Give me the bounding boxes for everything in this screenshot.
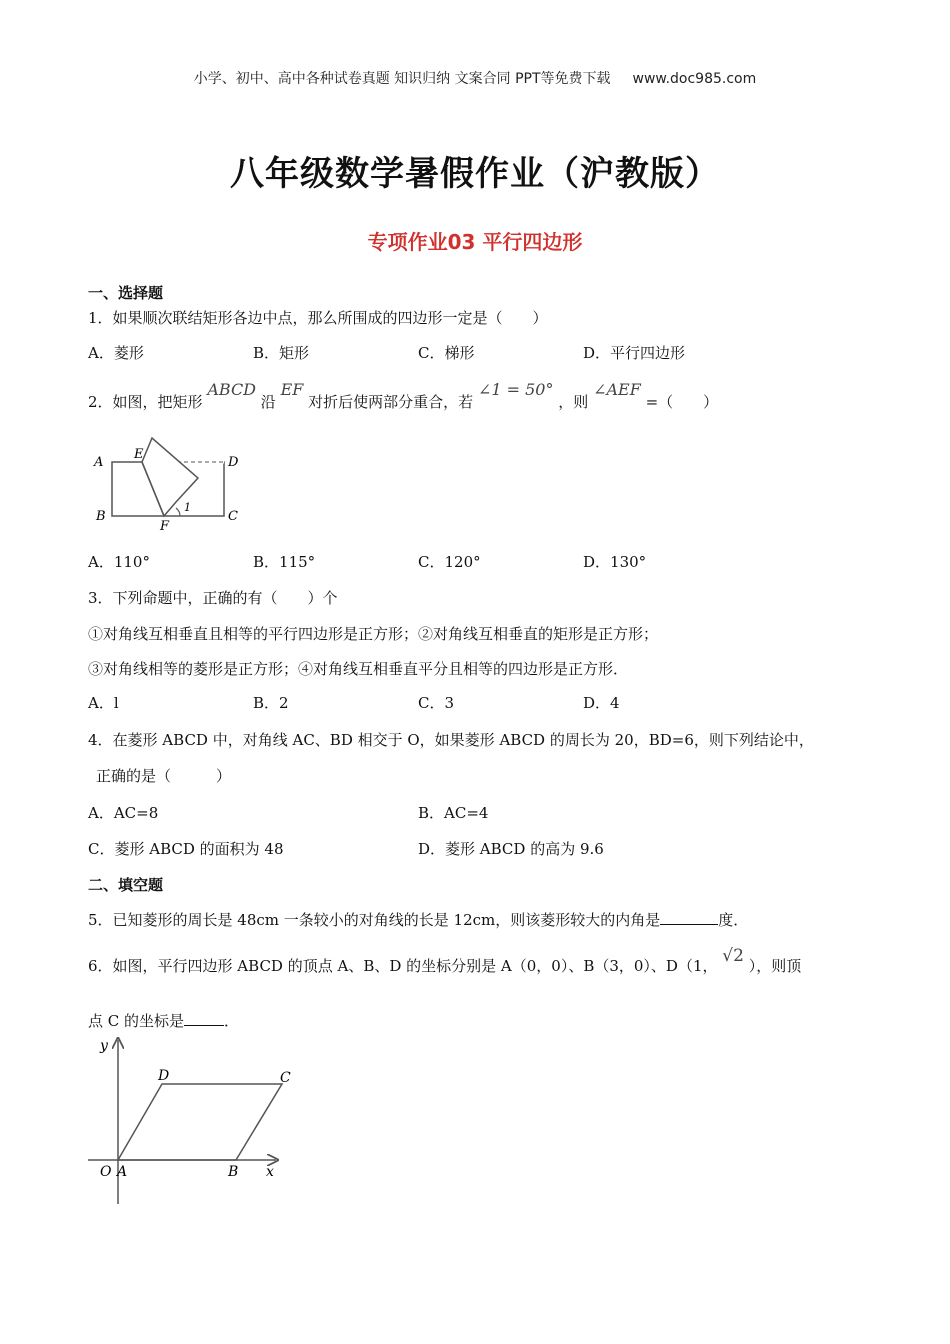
label-b: B	[228, 1164, 239, 1180]
q6-math-sqrt2: √2	[722, 946, 744, 966]
q5-answer-blank[interactable]	[660, 910, 718, 925]
q6-text-3: 点 C 的坐标是	[88, 1012, 185, 1030]
page-subtitle: 专项作业03 平行四边形	[367, 230, 583, 254]
label-d: D	[158, 1068, 170, 1084]
q2-figure	[90, 432, 250, 532]
q6-answer-blank[interactable]	[184, 1011, 224, 1026]
q2-text-4: ，则	[558, 393, 589, 411]
q2-text-1: 2．如图，把矩形	[88, 393, 203, 411]
q3-option-a: A．l	[88, 694, 119, 712]
q3-option-b: B．2	[253, 694, 289, 712]
q6-text-4: ．	[224, 1012, 240, 1030]
q4-option-d: D．菱形 ABCD 的高为 9.6	[418, 840, 604, 858]
q6-figure	[84, 1034, 294, 1210]
label-c: C	[228, 509, 238, 524]
q2-math-abcd: ABCD	[207, 380, 257, 399]
q2-option-d: D．130°	[583, 553, 647, 571]
q2-option-a: A．110°	[88, 553, 150, 571]
q6-text-1: 6．如图，平行四边形 ABCD 的顶点 A、B、D 的坐标分别是 A（0，0）、B（3，0）、D（1，	[88, 957, 718, 975]
label-x: x	[266, 1164, 274, 1180]
page-title: 八年级数学暑假作业（沪教版）	[230, 154, 720, 194]
q1-option-d: D．平行四边形	[583, 344, 686, 362]
q5-stem	[88, 909, 748, 930]
q1-option-c: C．梯形	[418, 344, 475, 362]
q1-option-b: B．矩形	[253, 344, 310, 362]
header-text: 小学、初中、高中各种试卷真题 知识归纳 文案合同 PPT等免费下载	[193, 71, 611, 87]
label-angle-1: 1	[184, 501, 191, 514]
label-y: y	[100, 1038, 108, 1054]
label-d: D	[228, 455, 239, 470]
q3-option-d: D．4	[583, 694, 620, 712]
label-c: C	[280, 1070, 291, 1086]
angle-1-arc	[176, 508, 180, 516]
q6-text-2: ），则顶	[748, 957, 802, 975]
page-header	[0, 68, 950, 88]
q6-line-2	[88, 1010, 239, 1031]
q2-math-aef: ∠AEF	[593, 380, 641, 399]
q1-stem: 1．如果顺次联结矩形各边中点，那么所围成的四边形一定是（ ）	[88, 309, 548, 327]
q2-text-5: =（ ）	[645, 393, 719, 411]
label-b: B	[96, 509, 106, 524]
q5-text-1: 5．已知菱形的周长是 48cm 一条较小的对角线的长是 12cm，则该菱形较大的内角是	[88, 911, 661, 929]
q4-option-b: B．AC=4	[418, 804, 489, 822]
q3-line-1: ①对角线互相垂直且相等的平行四边形是正方形；②对角线互相垂直的矩形是正方形；	[88, 625, 659, 643]
parallelogram-abcd	[118, 1084, 282, 1160]
q3-line-2: ③对角线相等的菱形是正方形；④对角线互相垂直平分且相等的四边形是正方形．	[88, 660, 629, 678]
label-f: F	[160, 519, 170, 532]
label-a: A	[117, 1164, 128, 1180]
q2-math-angle1: ∠1 = 50°	[477, 380, 554, 399]
label-o: O	[100, 1164, 112, 1180]
section-fill-heading: 二、填空题	[88, 876, 164, 894]
q4-line-2: 正确的是（ ）	[96, 767, 232, 785]
q4-option-a: A．AC=8	[88, 804, 159, 822]
q2-option-b: B．115°	[253, 553, 316, 571]
label-a: A	[94, 455, 104, 470]
q4-option-c: C．菱形 ABCD 的面积为 48	[88, 840, 284, 858]
q2-math-ef: EF	[280, 380, 304, 399]
q2-text-2: 沿	[260, 393, 276, 411]
section-choice-heading: 一、选择题	[88, 284, 164, 302]
q6-stem	[88, 946, 802, 976]
q3-option-c: C．3	[418, 694, 455, 712]
q1-option-a: A．菱形	[88, 344, 144, 362]
q2-option-c: C．120°	[418, 553, 481, 571]
header-site[interactable]: www.doc985.com	[632, 71, 757, 87]
q3-stem: 3．下列命题中，正确的有（ ）个	[88, 589, 338, 607]
q2-text-3: 对折后使两部分重合，若	[308, 393, 474, 411]
q2-stem	[88, 380, 719, 412]
q4-line-1: 4．在菱形 ABCD 中，对角线 AC、BD 相交于 O，如果菱形 ABCD 的周长为 20，BD=6，则下列结论中，	[88, 731, 814, 749]
label-e: E	[134, 447, 144, 462]
q5-text-2: 度．	[718, 911, 749, 929]
